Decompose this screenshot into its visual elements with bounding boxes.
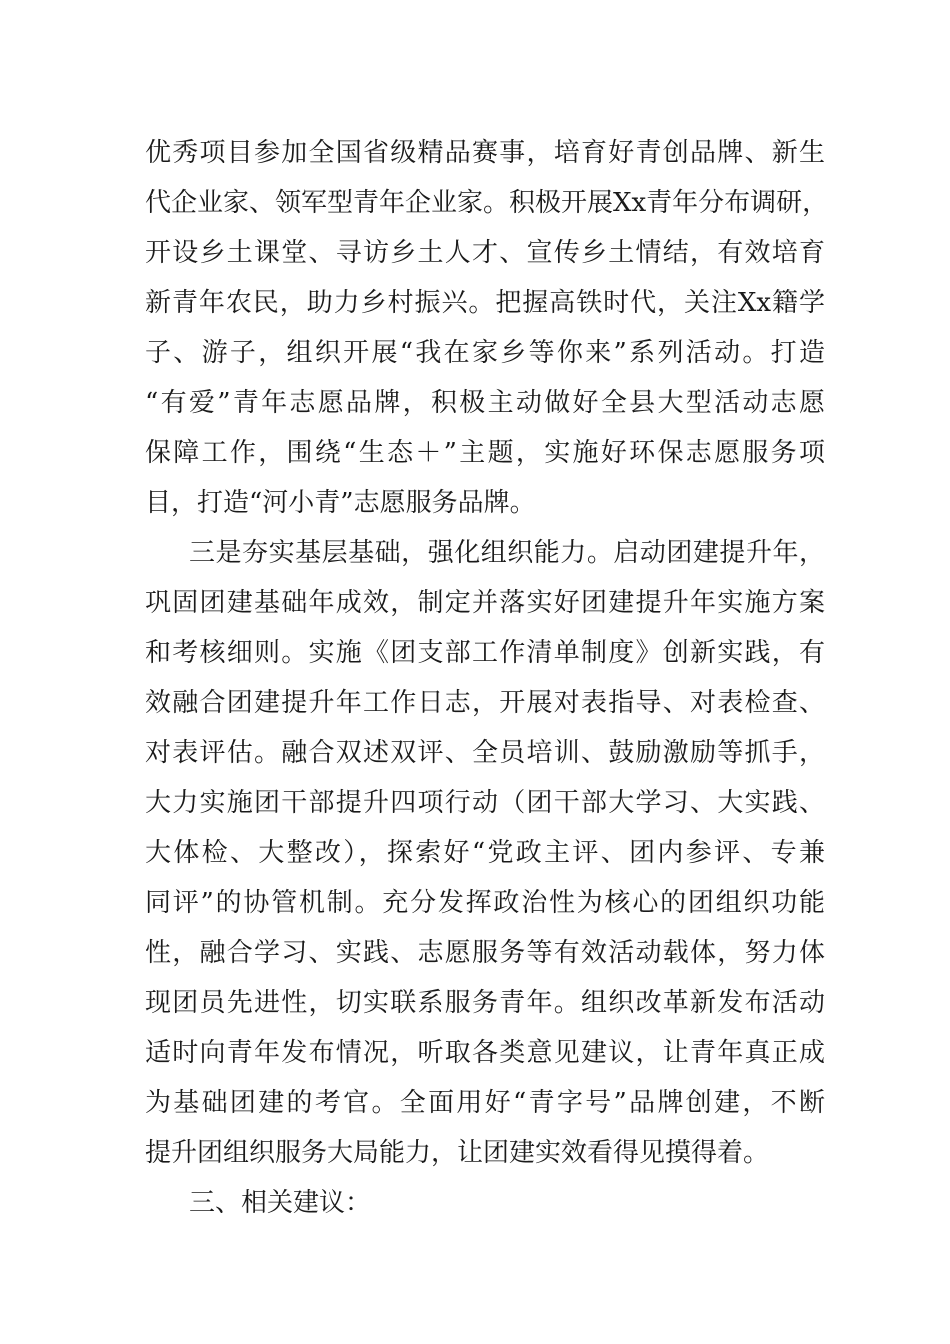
document-body bbox=[145, 128, 829, 1228]
text-line: 性，融合学习、实践、志愿服务等有效活动载体，努力体 bbox=[145, 938, 825, 968]
text-line: 大力实施团干部提升四项行动（团干部大学习、大实践、 bbox=[145, 788, 825, 818]
text-line: 现团员先进性，切实联系服务青年。组织改革新发布活动 bbox=[145, 988, 825, 1018]
text-line: 优秀项目参加全国省级精品赛事，培育好青创品牌、新生 bbox=[145, 138, 825, 168]
text-line: 保障工作，围绕“生态＋”主题，实施好环保志愿服务项 bbox=[145, 438, 825, 468]
heading-text: 三、相关建议： bbox=[189, 1188, 372, 1218]
paragraph bbox=[145, 128, 829, 528]
text-line: 同评”的协管机制。充分发挥政治性为核心的团组织功能 bbox=[145, 888, 825, 918]
text-line: 巩固团建基础年成效，制定并落实好团建提升年实施方案 bbox=[145, 588, 825, 618]
text-line: 新青年农民，助力乡村振兴。把握高铁时代，关注Xx籍学 bbox=[145, 288, 825, 318]
text-line: 子、游子，组织开展“我在家乡等你来”系列活动。打造 bbox=[145, 338, 825, 368]
text-line: 代企业家、领军型青年企业家。积极开展Xx青年分布调研， bbox=[145, 188, 829, 218]
paragraph bbox=[145, 528, 825, 1178]
text-line: “有爱”青年志愿品牌，积极主动做好全县大型活动志愿 bbox=[145, 388, 825, 418]
text-line: 提升团组织服务大局能力，让团建实效看得见摸得着。 bbox=[145, 1138, 770, 1168]
text-line: 开设乡土课堂、寻访乡土人才、宣传乡土情结，有效培育 bbox=[145, 238, 825, 268]
text-line: 大体检、大整改），探索好“党政主评、团内参评、专兼 bbox=[145, 838, 825, 868]
text-line: 为基础团建的考官。全面用好“青字号”品牌创建，不断 bbox=[145, 1088, 825, 1118]
text-line: 适时向青年发布情况，听取各类意见建议，让青年真正成 bbox=[145, 1038, 825, 1068]
text-line: 三是夯实基层基础，强化组织能力。启动团建提升年， bbox=[189, 538, 825, 568]
section-heading bbox=[145, 1178, 825, 1228]
text-line: 目，打造“河小青”志愿服务品牌。 bbox=[145, 488, 536, 518]
text-line: 和考核细则。实施《团支部工作清单制度》创新实践，有 bbox=[145, 638, 825, 668]
text-line: 效融合团建提升年工作日志，开展对表指导、对表检查、 bbox=[145, 688, 825, 718]
text-line: 对表评估。融合双述双评、全员培训、鼓励激励等抓手， bbox=[145, 738, 825, 768]
